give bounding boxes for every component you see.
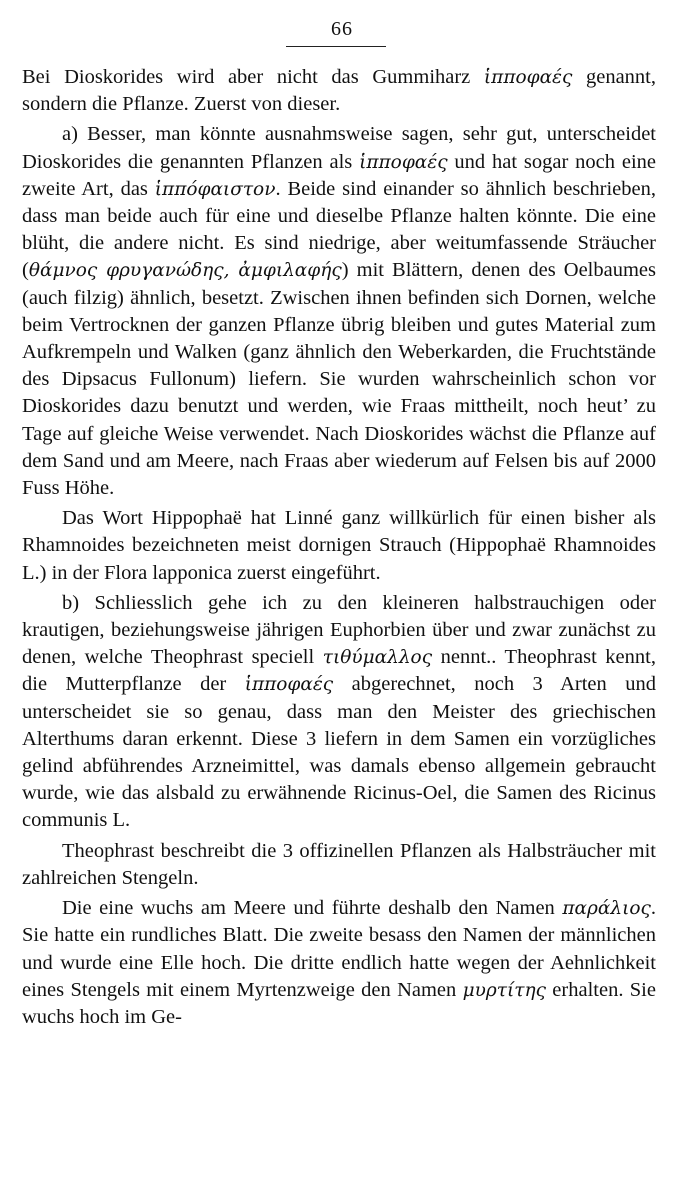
greek-term: θάμνος φρυγανώδης, ἀμφιλαφής — [28, 260, 342, 282]
text-span: Bei Dioskorides wird aber nicht das Gummiharz — [22, 66, 484, 88]
text-span: abgerechnet, noch 3 Arten und unterscheidet sie so genau, dass man den Meister des griechischen Alterthums daran erkennt. Diese 3 liefern in dem Samen ein vorzügliches gelind abführendes Arzneimittel, was damals ebenso allgemein gebraucht wurde, wie das alsbald zu erwähnende Ricinus-Oel, die Samen des Ricinus communis L. — [22, 673, 656, 832]
text-span: . Sie hatte ein rundliches Blatt. Die zweite besass den Namen der männlichen und wurde eine Elle hoch. Die dritte endlich hatte wegen der Aehnlichkeit eines Stengels mit einem Myrtenzweige den Namen — [22, 897, 656, 1001]
text-span: und hat sogar noch eine zweite Art, das — [22, 150, 656, 200]
greek-term: ἱπποφαές — [483, 67, 573, 88]
paragraph-b — [22, 590, 656, 835]
text-span: Theophrast beschreibt die 3 offizinellen Pflanzen als Halbsträucher mit zahlreichen Stengeln. — [22, 839, 656, 889]
greek-term: μυρτίτης — [462, 979, 546, 1001]
text-span: Das Wort Hippophaë hat Linné ganz willkürlich für einen bisher als Rhamnoides bezeichneten meist dornigen Strauch (Hippophaë Rhamnoides L.) in der Flora lapponica zuerst eingeführt. — [22, 507, 656, 584]
body-text — [22, 64, 656, 1031]
paragraph-hippophae — [22, 505, 656, 587]
text-span: ) mit Blättern, denen des Oelbaumes (auch filzig) ähnlich, besetzt. Zwischen ihnen befinden sich Dornen, welche beim Vertrocknen der ganzen Pflanze übrig bleiben und gutes Material zum Aufkrempeln und Walken (ganz ähnlich den Weberkarden, die Fruchtstände des Dipsacus Fullonum) liefern. Sie wurden wahrscheinlich schon vor Dioskorides dazu benutzt und werden, wie Fraas mittheilt, noch heut’ zu Tage auf gleiche Weise verwendet. Nach Dioskorides wächst die Pflanze auf dem Sand und am Meere, nach Fraas aber wiederum auf Felsen bis auf 2000 Fuss Höhe. — [22, 259, 657, 500]
paragraph-intro — [22, 64, 656, 118]
text-span: . Beide sind einander so ähnlich beschrieben, dass man beide auch für eine und dieselbe Pflanze halten könnte. Die eine blüht, die andere nicht. Es sind niedrige, aber weitumfassende Sträucher ( — [22, 177, 656, 282]
greek-term: παράλιος — [562, 898, 651, 920]
greek-term: ἱππόφαιστον — [154, 178, 276, 200]
text-span: b) Schliesslich gehe ich zu den kleineren halbstrauchigen oder krautigen, beziehungsweise jährigen Euphorbien über und zwar zunächst zu denen, welche Theophrast speciell — [22, 591, 656, 669]
text-span: a) Besser, man könnte ausnahmsweise sagen, sehr gut, unterscheidet Dioskorides die genannten Pflanzen als — [22, 123, 656, 173]
header-rule — [286, 46, 386, 47]
page-number: 66 — [331, 18, 353, 40]
greek-term: ἱπποφαές — [359, 151, 448, 173]
paragraph-a — [22, 121, 656, 502]
paragraph-theophrast — [22, 838, 656, 892]
text-span: nennt.. Theophrast kennt, die Mutterpflanze der — [22, 646, 656, 696]
text-span: erhalten. Sie wuchs hoch im Ge- — [22, 978, 656, 1028]
text-span: genannt, sondern die Pflanze. Zuerst von dieser. — [22, 66, 656, 116]
text-span: Die eine wuchs am Meere und führte deshalb den Namen — [62, 897, 563, 920]
greek-term: τιθύμαλλος — [322, 647, 433, 669]
greek-term: ἱπποφαές — [244, 674, 334, 696]
paragraph-species — [22, 895, 656, 1031]
